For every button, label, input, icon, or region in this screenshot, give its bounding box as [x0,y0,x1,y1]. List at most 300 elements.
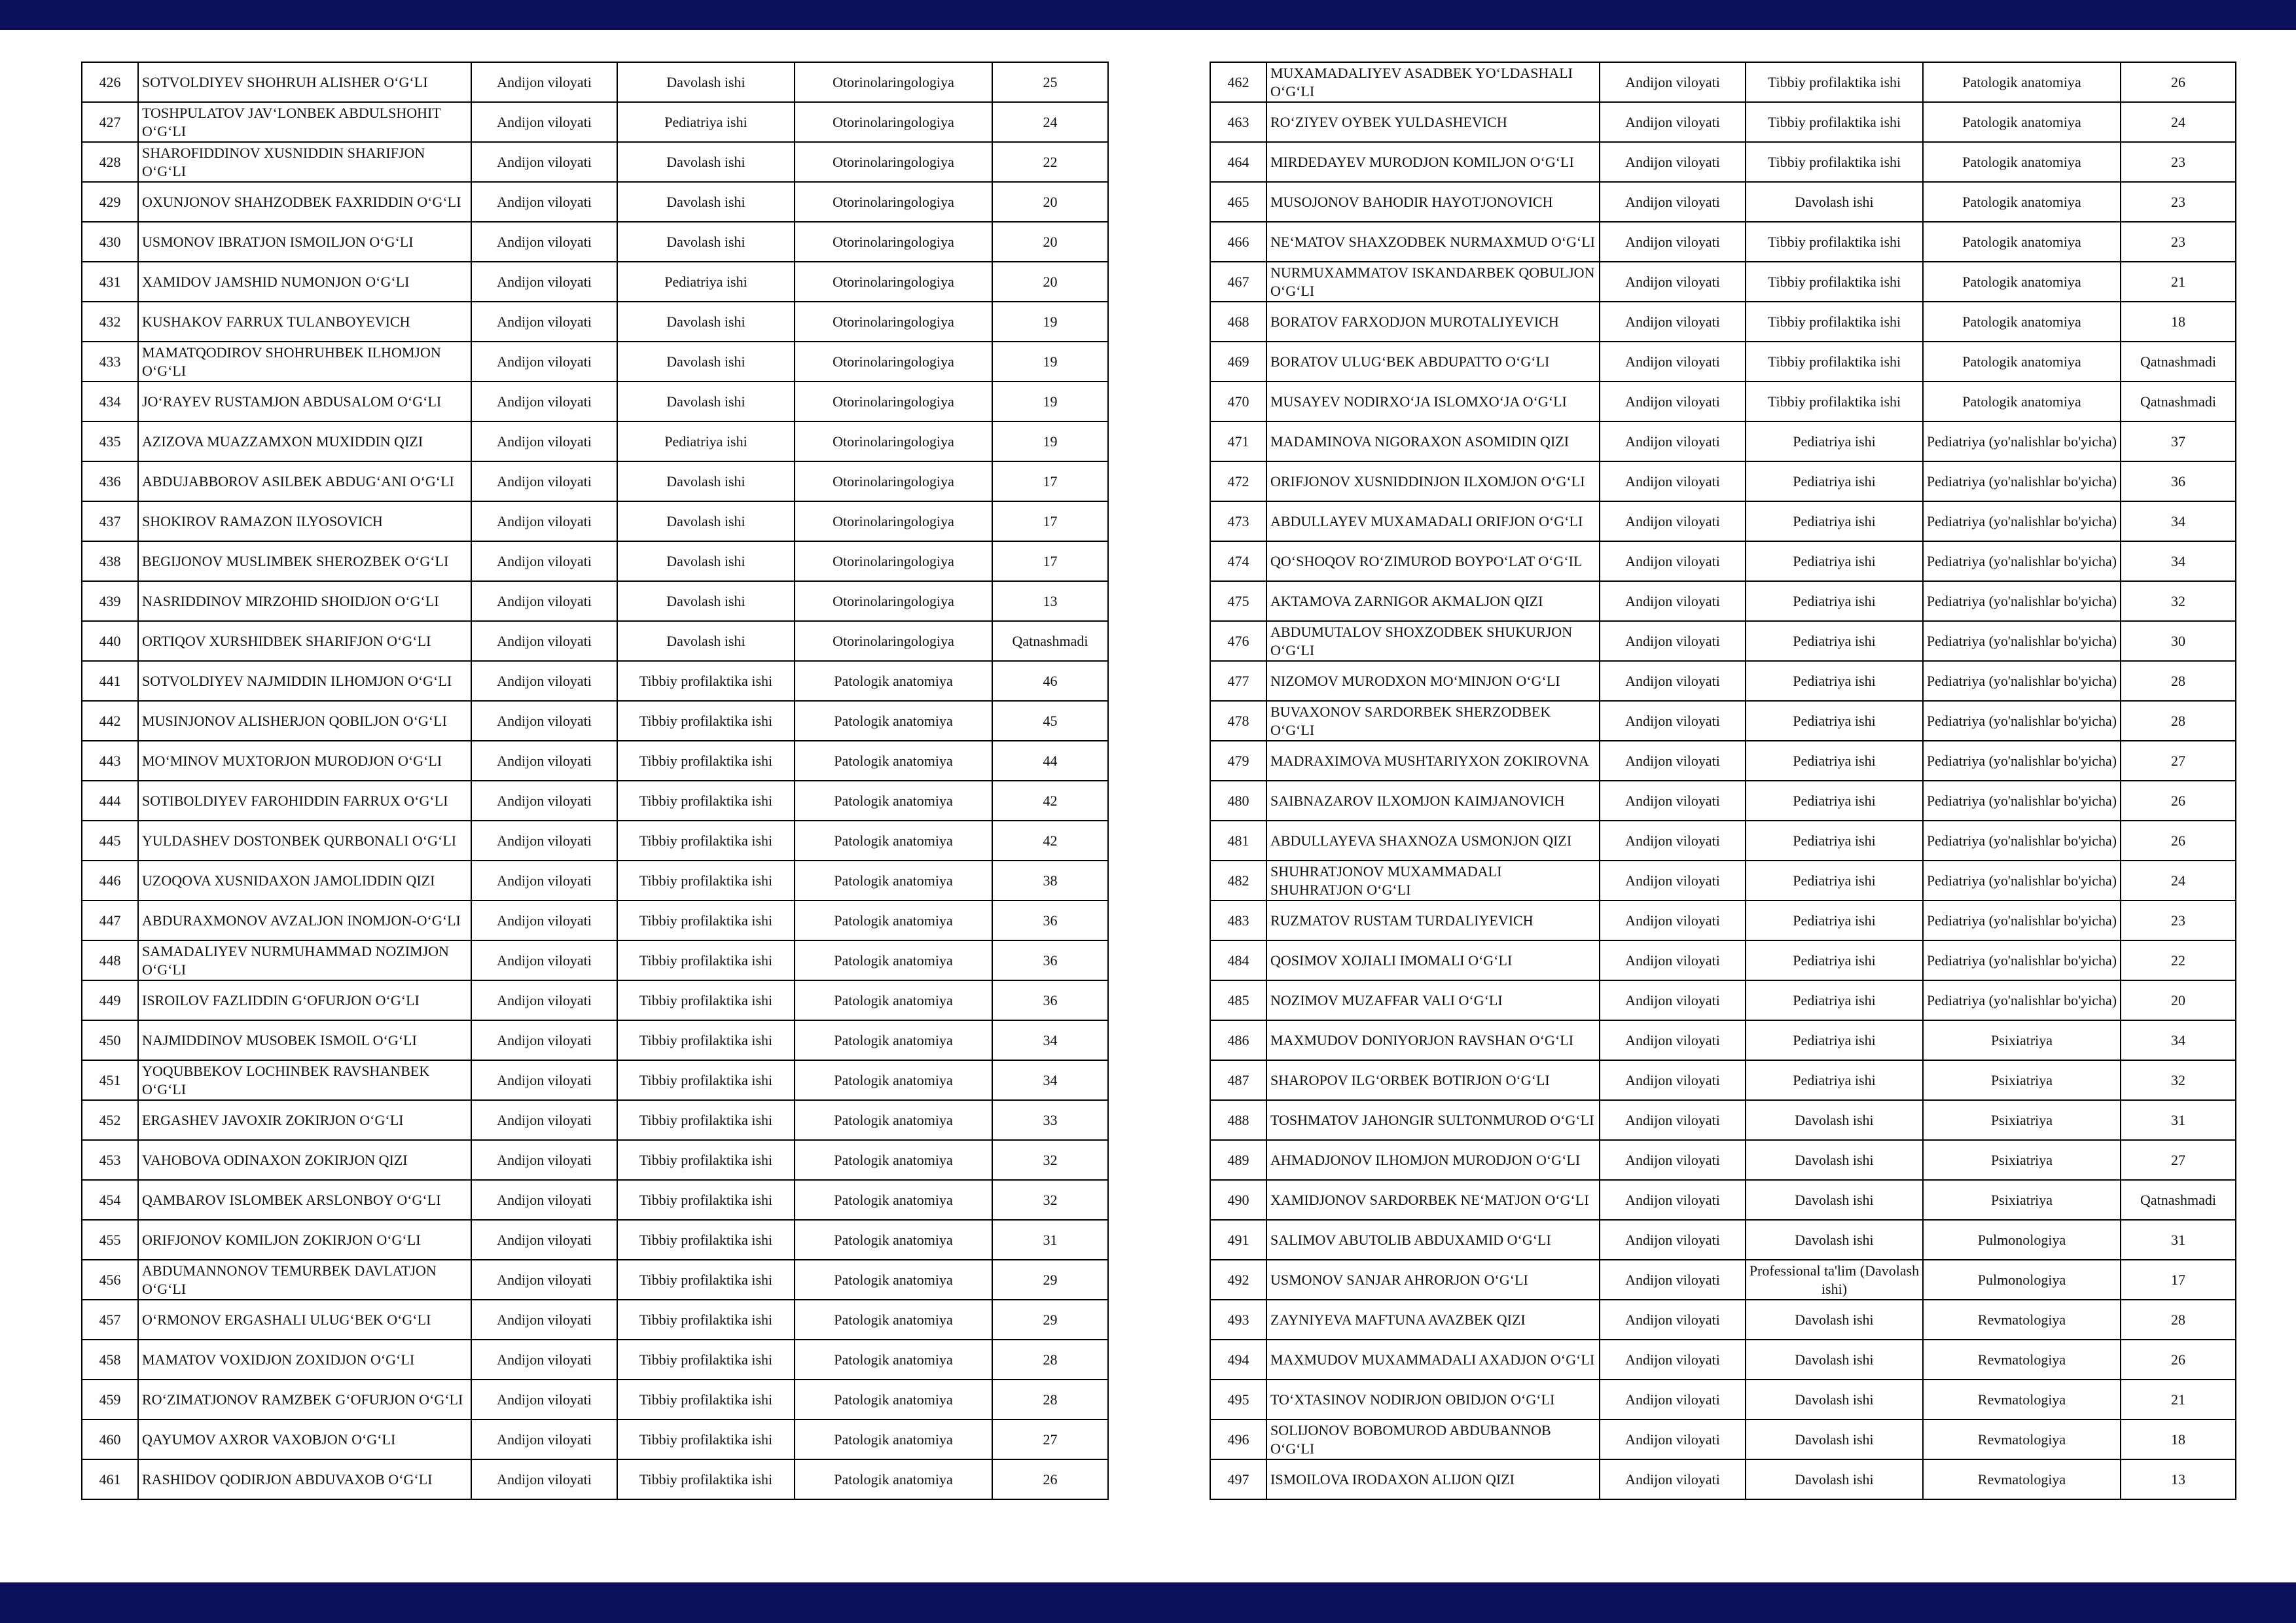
full-name-cell: ABDUMUTALOV SHOXZODBEK SHUKURJON O‘G‘LI [1266,621,1600,661]
direction-cell: Pediatriya ishi [617,421,795,461]
direction-cell: Tibbiy profilaktika ishi [617,861,795,901]
direction-cell: Davolash ishi [1746,1459,1923,1499]
region-cell: Andijon viloyati [471,741,617,781]
specialty-cell: Otorinolaringologiya [795,621,992,661]
direction-cell: Davolash ishi [617,581,795,621]
row-number-cell: 426 [82,62,138,102]
specialty-cell: Otorinolaringologiya [795,461,992,501]
row-number-cell: 453 [82,1140,138,1180]
row-number-cell: 486 [1210,1020,1266,1060]
specialty-cell: Patologik anatomiya [795,980,992,1020]
region-cell: Andijon viloyati [471,1020,617,1060]
full-name-cell: MUSINJONOV ALISHERJON QOBILJON O‘G‘LI [138,701,471,741]
direction-cell: Tibbiy profilaktika ishi [1746,382,1923,421]
region-cell: Andijon viloyati [1600,62,1746,102]
specialty-cell: Patologik anatomiya [1923,302,2121,342]
table-row [82,501,1108,541]
table-row [1210,421,2236,461]
table-row [1210,661,2236,701]
score-cell: 31 [992,1220,1108,1260]
full-name-cell: YOQUBBEKOV LOCHINBEK RAVSHANBEK O‘G‘LI [138,1060,471,1100]
specialty-cell: Otorinolaringologiya [795,382,992,421]
full-name-cell: SHOKIROV RAMAZON ILYOSOVICH [138,501,471,541]
full-name-cell: TO‘XTASINOV NODIRJON OBIDJON O‘G‘LI [1266,1380,1600,1419]
score-cell: 45 [992,701,1108,741]
table-row [1210,382,2236,421]
score-cell: 18 [2121,302,2236,342]
table-row [82,302,1108,342]
score-cell: 26 [2121,62,2236,102]
specialty-cell: Patologik anatomiya [795,1380,992,1419]
score-cell: 28 [992,1380,1108,1419]
row-number-cell: 436 [82,461,138,501]
row-number-cell: 481 [1210,821,1266,861]
full-name-cell: SAIBNAZAROV ILXOMJON KAIMJANOVICH [1266,781,1600,821]
table-row [1210,1340,2236,1380]
score-cell: Qatnashmadi [2121,342,2236,382]
table-row [82,940,1108,980]
full-name-cell: MO‘MINOV MUXTORJON MURODJON O‘G‘LI [138,741,471,781]
region-cell: Andijon viloyati [471,142,617,182]
specialty-cell: Pediatriya (yo'nalishlar bo'yicha) [1923,701,2121,741]
direction-cell: Pediatriya ishi [1746,1060,1923,1100]
table-row [1210,1419,2236,1459]
score-cell: 28 [2121,701,2236,741]
specialty-cell: Pulmonologiya [1923,1220,2121,1260]
score-cell: 21 [2121,262,2236,302]
full-name-cell: SALIMOV ABUTOLIB ABDUXAMID O‘G‘LI [1266,1220,1600,1260]
table-row [1210,781,2236,821]
full-name-cell: SAMADALIYEV NURMUHAMMAD NOZIMJON O‘G‘LI [138,940,471,980]
direction-cell: Pediatriya ishi [1746,541,1923,581]
score-cell: 26 [2121,821,2236,861]
region-cell: Andijon viloyati [471,901,617,940]
full-name-cell: ISROILOV FAZLIDDIN G‘OFURJON O‘G‘LI [138,980,471,1020]
direction-cell: Davolash ishi [1746,1140,1923,1180]
full-name-cell: MAMATOV VOXIDJON ZOXIDJON O‘G‘LI [138,1340,471,1380]
specialty-cell: Pediatriya (yo'nalishlar bo'yicha) [1923,581,2121,621]
score-cell: 17 [992,461,1108,501]
score-cell: Qatnashmadi [2121,1180,2236,1220]
specialty-cell: Pediatriya (yo'nalishlar bo'yicha) [1923,461,2121,501]
direction-cell: Tibbiy profilaktika ishi [1746,222,1923,262]
row-number-cell: 474 [1210,541,1266,581]
score-cell: 38 [992,861,1108,901]
score-cell: Qatnashmadi [2121,382,2236,421]
table-row [82,1020,1108,1060]
table-row [82,541,1108,581]
table-row [82,1100,1108,1140]
table-row [82,1220,1108,1260]
score-cell: 22 [992,142,1108,182]
direction-cell: Tibbiy profilaktika ishi [1746,102,1923,142]
full-name-cell: RUZMATOV RUSTAM TURDALIYEVICH [1266,901,1600,940]
full-name-cell: SOTVOLDIYEV SHOHRUH ALISHER O‘G‘LI [138,62,471,102]
row-number-cell: 464 [1210,142,1266,182]
score-cell: 23 [2121,901,2236,940]
specialty-cell: Patologik anatomiya [795,1340,992,1380]
specialty-cell: Patologik anatomiya [795,741,992,781]
score-cell: 42 [992,781,1108,821]
full-name-cell: RO‘ZIMATJONOV RAMZBEK G‘OFURJON O‘G‘LI [138,1380,471,1419]
row-number-cell: 458 [82,1340,138,1380]
table-row [82,382,1108,421]
table-row [82,1300,1108,1340]
region-cell: Andijon viloyati [471,821,617,861]
specialty-cell: Otorinolaringologiya [795,541,992,581]
region-cell: Andijon viloyati [471,1340,617,1380]
direction-cell: Pediatriya ishi [1746,701,1923,741]
score-cell: 34 [2121,541,2236,581]
region-cell: Andijon viloyati [471,701,617,741]
direction-cell: Tibbiy profilaktika ishi [1746,62,1923,102]
full-name-cell: ORTIQOV XURSHIDBEK SHARIFJON O‘G‘LI [138,621,471,661]
row-number-cell: 450 [82,1020,138,1060]
score-cell: 27 [2121,1140,2236,1180]
score-cell: 20 [992,262,1108,302]
region-cell: Andijon viloyati [1600,701,1746,741]
score-cell: 36 [992,940,1108,980]
row-number-cell: 468 [1210,302,1266,342]
full-name-cell: BORATOV ULUG‘BEK ABDUPATTO O‘G‘LI [1266,342,1600,382]
region-cell: Andijon viloyati [1600,541,1746,581]
specialty-cell: Patologik anatomiya [1923,222,2121,262]
row-number-cell: 449 [82,980,138,1020]
table-row [1210,1260,2236,1300]
full-name-cell: MADRAXIMOVA MUSHTARIYXON ZOKIROVNA [1266,741,1600,781]
row-number-cell: 429 [82,182,138,222]
row-number-cell: 430 [82,222,138,262]
score-cell: 28 [2121,661,2236,701]
specialty-cell: Patologik anatomiya [795,1180,992,1220]
full-name-cell: BUVAXONOV SARDORBEK SHERZODBEK O‘G‘LI [1266,701,1600,741]
direction-cell: Davolash ishi [1746,1340,1923,1380]
direction-cell: Pediatriya ishi [1746,661,1923,701]
specialty-cell: Patologik anatomiya [795,1419,992,1459]
score-cell: 20 [2121,980,2236,1020]
row-number-cell: 440 [82,621,138,661]
specialty-cell: Otorinolaringologiya [795,421,992,461]
table-row [82,1260,1108,1300]
full-name-cell: UZOQOVA XUSNIDAXON JAMOLIDDIN QIZI [138,861,471,901]
full-name-cell: ISMOILOVA IRODAXON ALIJON QIZI [1266,1459,1600,1499]
specialty-cell: Patologik anatomiya [795,1459,992,1499]
direction-cell: Tibbiy profilaktika ishi [617,1459,795,1499]
table-row [1210,1100,2236,1140]
full-name-cell: XAMIDOV JAMSHID NUMONJON O‘G‘LI [138,262,471,302]
table-row [82,222,1108,262]
row-number-cell: 490 [1210,1180,1266,1220]
region-cell: Andijon viloyati [471,541,617,581]
specialty-cell: Otorinolaringologiya [795,581,992,621]
score-cell: 37 [2121,421,2236,461]
region-cell: Andijon viloyati [1600,342,1746,382]
full-name-cell: MUSAYEV NODIRXO‘JA ISLOMXO‘JA O‘G‘LI [1266,382,1600,421]
direction-cell: Pediatriya ishi [1746,501,1923,541]
score-cell: 26 [2121,1340,2236,1380]
table-row [1210,821,2236,861]
score-cell: 17 [992,501,1108,541]
table-row [82,102,1108,142]
table-row [82,262,1108,302]
full-name-cell: TOSHMATOV JAHONGIR SULTONMUROD O‘G‘LI [1266,1100,1600,1140]
specialty-cell: Patologik anatomiya [1923,182,2121,222]
full-name-cell: USMONOV SANJAR AHRORJON O‘G‘LI [1266,1260,1600,1300]
row-number-cell: 470 [1210,382,1266,421]
direction-cell: Davolash ishi [617,621,795,661]
specialty-cell: Patologik anatomiya [795,940,992,980]
row-number-cell: 496 [1210,1419,1266,1459]
row-number-cell: 485 [1210,980,1266,1020]
row-number-cell: 444 [82,781,138,821]
direction-cell: Davolash ishi [1746,1300,1923,1340]
row-number-cell: 442 [82,701,138,741]
table-row [1210,861,2236,901]
full-name-cell: NASRIDDINOV MIRZOHID SHOIDJON O‘G‘LI [138,581,471,621]
direction-cell: Davolash ishi [617,382,795,421]
table-row [1210,1220,2236,1260]
specialty-cell: Patologik anatomiya [795,901,992,940]
full-name-cell: QAMBAROV ISLOMBEK ARSLONBOY O‘G‘LI [138,1180,471,1220]
region-cell: Andijon viloyati [471,1060,617,1100]
score-cell: 27 [992,1419,1108,1459]
direction-cell: Davolash ishi [1746,1180,1923,1220]
table-row [1210,1459,2236,1499]
specialty-cell: Otorinolaringologiya [795,262,992,302]
region-cell: Andijon viloyati [1600,940,1746,980]
specialty-cell: Patologik anatomiya [795,1220,992,1260]
score-cell: 29 [992,1300,1108,1340]
table-row [1210,182,2236,222]
direction-cell: Tibbiy profilaktika ishi [617,901,795,940]
table-row [1210,302,2236,342]
direction-cell: Pediatriya ishi [1746,741,1923,781]
direction-cell: Tibbiy profilaktika ishi [617,1380,795,1419]
table-row [1210,62,2236,102]
direction-cell: Tibbiy profilaktika ishi [617,1180,795,1220]
table-row [82,861,1108,901]
table-row [1210,741,2236,781]
direction-cell: Davolash ishi [1746,1419,1923,1459]
specialty-cell: Patologik anatomiya [795,1060,992,1100]
full-name-cell: YULDASHEV DOSTONBEK QURBONALI O‘G‘LI [138,821,471,861]
table-row [1210,342,2236,382]
region-cell: Andijon viloyati [1600,581,1746,621]
region-cell: Andijon viloyati [1600,1020,1746,1060]
specialty-cell: Otorinolaringologiya [795,302,992,342]
specialty-cell: Otorinolaringologiya [795,342,992,382]
table-row [82,421,1108,461]
specialty-cell: Pediatriya (yo'nalishlar bo'yicha) [1923,940,2121,980]
row-number-cell: 497 [1210,1459,1266,1499]
score-cell: 29 [992,1260,1108,1300]
row-number-cell: 428 [82,142,138,182]
score-cell: 44 [992,741,1108,781]
row-number-cell: 433 [82,342,138,382]
region-cell: Andijon viloyati [1600,741,1746,781]
table-row [1210,701,2236,741]
region-cell: Andijon viloyati [1600,661,1746,701]
direction-cell: Tibbiy profilaktika ishi [617,821,795,861]
specialty-cell: Psixiatriya [1923,1140,2121,1180]
region-cell: Andijon viloyati [471,621,617,661]
direction-cell: Davolash ishi [617,541,795,581]
full-name-cell: JO‘RAYEV RUSTAMJON ABDUSALOM O‘G‘LI [138,382,471,421]
score-cell: 19 [992,342,1108,382]
specialty-cell: Patologik anatomiya [1923,142,2121,182]
score-cell: 23 [2121,222,2236,262]
full-name-cell: NE‘MATOV SHAXZODBEK NURMAXMUD O‘G‘LI [1266,222,1600,262]
score-cell: 23 [2121,182,2236,222]
table-row [82,701,1108,741]
row-number-cell: 471 [1210,421,1266,461]
row-number-cell: 489 [1210,1140,1266,1180]
score-cell: 42 [992,821,1108,861]
row-number-cell: 427 [82,102,138,142]
table-row [1210,102,2236,142]
table-row [82,581,1108,621]
region-cell: Andijon viloyati [471,1100,617,1140]
row-number-cell: 492 [1210,1260,1266,1300]
direction-cell: Davolash ishi [617,62,795,102]
specialty-cell: Patologik anatomiya [795,661,992,701]
score-cell: 33 [992,1100,1108,1140]
direction-cell: Professional ta'lim (Davolash ishi) [1746,1260,1923,1300]
table-row [1210,940,2236,980]
score-cell: 21 [2121,1380,2236,1419]
region-cell: Andijon viloyati [471,102,617,142]
table-row [1210,1140,2236,1180]
region-cell: Andijon viloyati [1600,821,1746,861]
direction-cell: Pediatriya ishi [1746,1020,1923,1060]
score-cell: 32 [2121,581,2236,621]
region-cell: Andijon viloyati [471,1459,617,1499]
row-number-cell: 462 [1210,62,1266,102]
specialty-cell: Psixiatriya [1923,1020,2121,1060]
row-number-cell: 477 [1210,661,1266,701]
region-cell: Andijon viloyati [1600,621,1746,661]
region-cell: Andijon viloyati [471,421,617,461]
full-name-cell: MAMATQODIROV SHOHRUHBEK ILHOMJON O‘G‘LI [138,342,471,382]
region-cell: Andijon viloyati [1600,222,1746,262]
full-name-cell: ABDULLAYEVA SHAXNOZA USMONJON QIZI [1266,821,1600,861]
region-cell: Andijon viloyati [471,940,617,980]
specialty-cell: Revmatologiya [1923,1340,2121,1380]
direction-cell: Tibbiy profilaktika ishi [617,1220,795,1260]
region-cell: Andijon viloyati [1600,421,1746,461]
specialty-cell: Revmatologiya [1923,1419,2121,1459]
specialty-cell: Patologik anatomiya [795,781,992,821]
direction-cell: Tibbiy profilaktika ishi [617,980,795,1020]
row-number-cell: 454 [82,1180,138,1220]
region-cell: Andijon viloyati [1600,182,1746,222]
direction-cell: Pediatriya ishi [1746,821,1923,861]
direction-cell: Tibbiy profilaktika ishi [617,1100,795,1140]
table-row [82,62,1108,102]
full-name-cell: QOSIMOV XOJIALI IMOMALI O‘G‘LI [1266,940,1600,980]
direction-cell: Davolash ishi [617,342,795,382]
score-cell: 28 [2121,1300,2236,1340]
direction-cell: Davolash ishi [1746,1380,1923,1419]
row-number-cell: 431 [82,262,138,302]
full-name-cell: SOTVOLDIYEV NAJMIDDIN ILHOMJON O‘G‘LI [138,661,471,701]
specialty-cell: Patologik anatomiya [1923,382,2121,421]
full-name-cell: ABDULLAYEV MUXAMADALI ORIFJON O‘G‘LI [1266,501,1600,541]
direction-cell: Pediatriya ishi [617,262,795,302]
score-cell: 24 [2121,102,2236,142]
full-name-cell: ZAYNIYEVA MAFTUNA AVAZBEK QIZI [1266,1300,1600,1340]
full-name-cell: ABDUJABBOROV ASILBEK ABDUG‘ANI O‘G‘LI [138,461,471,501]
score-cell: 30 [2121,621,2236,661]
table-row [82,621,1108,661]
direction-cell: Pediatriya ishi [1746,421,1923,461]
direction-cell: Davolash ishi [1746,1100,1923,1140]
row-number-cell: 438 [82,541,138,581]
table-row [82,1419,1108,1459]
direction-cell: Davolash ishi [1746,182,1923,222]
direction-cell: Davolash ishi [617,142,795,182]
region-cell: Andijon viloyati [1600,1260,1746,1300]
specialty-cell: Patologik anatomiya [795,861,992,901]
row-number-cell: 439 [82,581,138,621]
region-cell: Andijon viloyati [1600,382,1746,421]
score-cell: 31 [2121,1220,2236,1260]
region-cell: Andijon viloyati [1600,1380,1746,1419]
specialty-cell: Psixiatriya [1923,1100,2121,1140]
table-row [1210,1380,2236,1419]
full-name-cell: ORIFJONOV KOMILJON ZOKIRJON O‘G‘LI [138,1220,471,1260]
specialty-cell: Otorinolaringologiya [795,142,992,182]
table-row [1210,262,2236,302]
full-name-cell: MADAMINOVA NIGORAXON ASOMIDIN QIZI [1266,421,1600,461]
table-row [1210,621,2236,661]
specialty-cell: Revmatologiya [1923,1380,2121,1419]
specialty-cell: Pediatriya (yo'nalishlar bo'yicha) [1923,541,2121,581]
table-row [1210,541,2236,581]
full-name-cell: NOZIMOV MUZAFFAR VALI O‘G‘LI [1266,980,1600,1020]
specialty-cell: Pulmonologiya [1923,1260,2121,1300]
table-row [82,1380,1108,1419]
specialty-cell: Pediatriya (yo'nalishlar bo'yicha) [1923,821,2121,861]
full-name-cell: SOTIBOLDIYEV FAROHIDDIN FARRUX O‘G‘LI [138,781,471,821]
direction-cell: Tibbiy profilaktika ishi [617,781,795,821]
direction-cell: Pediatriya ishi [1746,461,1923,501]
full-name-cell: SHUHRATJONOV MUXAMMADALI SHUHRATJON O‘G‘LI [1266,861,1600,901]
table-row [82,741,1108,781]
table-row [1210,1020,2236,1060]
row-number-cell: 478 [1210,701,1266,741]
direction-cell: Pediatriya ishi [1746,980,1923,1020]
table-row [1210,901,2236,940]
specialty-cell: Patologik anatomiya [795,1020,992,1060]
score-cell: 32 [992,1140,1108,1180]
region-cell: Andijon viloyati [1600,1100,1746,1140]
full-name-cell: MUSOJONOV BAHODIR HAYOTJONOVICH [1266,182,1600,222]
specialty-cell: Pediatriya (yo'nalishlar bo'yicha) [1923,741,2121,781]
region-cell: Andijon viloyati [471,581,617,621]
score-cell: 32 [992,1180,1108,1220]
region-cell: Andijon viloyati [471,382,617,421]
full-name-cell: SHAROPOV ILG‘ORBEK BOTIRJON O‘G‘LI [1266,1060,1600,1100]
score-cell: 25 [992,62,1108,102]
score-cell: 34 [2121,1020,2236,1060]
row-number-cell: 484 [1210,940,1266,980]
specialty-cell: Pediatriya (yo'nalishlar bo'yicha) [1923,861,2121,901]
table-row [82,1180,1108,1220]
row-number-cell: 451 [82,1060,138,1100]
score-cell: 34 [992,1060,1108,1100]
direction-cell: Pediatriya ishi [1746,861,1923,901]
